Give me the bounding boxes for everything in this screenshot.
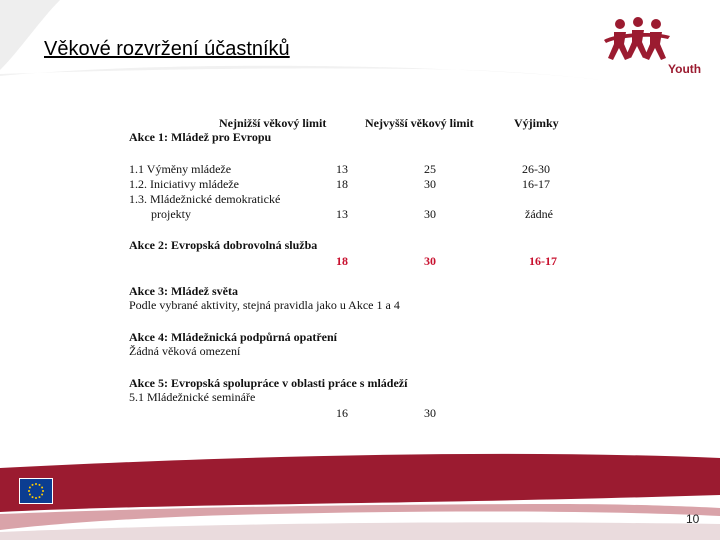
row-label-line1: 1.3. Mládežnické demokratické — [129, 192, 281, 206]
row-exceptions: 26-30 — [522, 162, 550, 176]
header-exceptions: Výjimky — [514, 116, 559, 130]
row-label: 1.2. Iniciativy mládeže — [129, 177, 239, 191]
bottom-swoosh-decoration — [0, 440, 720, 540]
row-exceptions: 16-17 — [522, 177, 550, 191]
row-max-age: 25 — [424, 162, 436, 176]
header-max-age: Nejvyšší věkový limit — [365, 116, 474, 130]
row-min-age: 13 — [336, 207, 348, 221]
action3-note: Podle vybrané aktivity, stejná pravidla jako u Akce 1 a 4 — [129, 298, 400, 312]
action2-exceptions: 16-17 — [529, 254, 557, 268]
page-number: 10 — [686, 512, 700, 526]
action5-max-age: 30 — [424, 406, 436, 420]
slide-title: Věkové rozvržení účastníků — [44, 38, 290, 60]
action4-note: Žádná věková omezení — [129, 344, 241, 358]
action2-title: Akce 2: Evropská dobrovolná služba — [129, 238, 318, 252]
row-exceptions: žádné — [525, 207, 553, 221]
action2-min-age: 18 — [336, 254, 348, 268]
row-label: 1.1 Výměny mládeže — [129, 162, 232, 176]
eu-flag-icon — [19, 478, 53, 504]
action4-title: Akce 4: Mládežnická podpůrná opatření — [129, 330, 338, 344]
action5-row-label: 5.1 Mládežnické semináře — [129, 390, 256, 404]
action3-title: Akce 3: Mládež světa — [129, 284, 238, 298]
row-min-age: 18 — [336, 177, 348, 191]
row-max-age: 30 — [424, 207, 436, 221]
action5-min-age: 16 — [336, 406, 348, 420]
action1-title: Akce 1: Mládež pro Evropu — [129, 130, 272, 144]
row-min-age: 13 — [336, 162, 348, 176]
header-min-age: Nejnižší věkový limit — [219, 116, 327, 130]
action5-title: Akce 5: Evropská spolupráce v oblasti práce s mládeží — [129, 376, 408, 390]
row-label-line2: projekty — [151, 207, 191, 221]
action2-max-age: 30 — [424, 254, 436, 268]
logo-text: Youth — [668, 62, 702, 76]
row-max-age: 30 — [424, 177, 436, 191]
